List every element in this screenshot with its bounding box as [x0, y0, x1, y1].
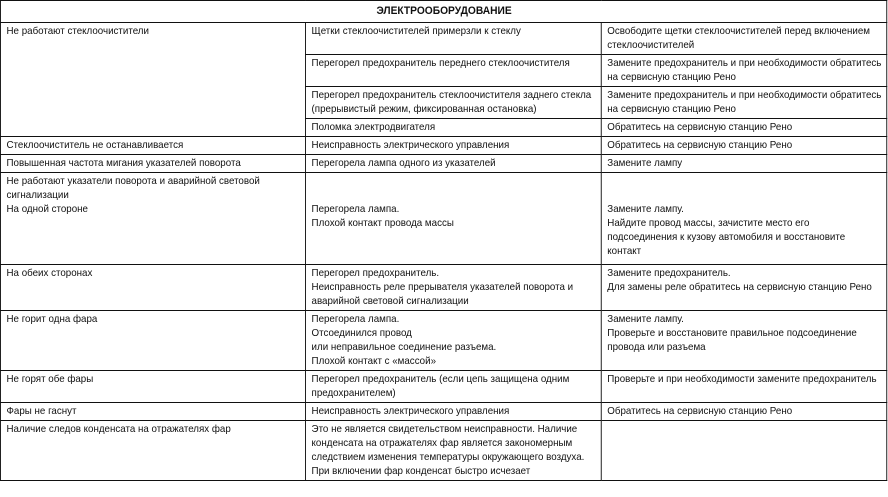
cause-cell: Неисправность электрического управления	[306, 137, 602, 155]
symptom-cell: Не горит одна фара	[0, 311, 305, 371]
sub-symptom: На одной стороне	[6, 203, 88, 215]
table-row	[0, 137, 886, 155]
fix-line: Замените лампу.	[607, 313, 684, 325]
cause-line: Плохой контакт провода массы	[311, 217, 454, 229]
symptom-cell: Не работают стеклоочистители	[0, 23, 305, 137]
symptom-cell: Стеклоочиститель не останавливается	[0, 137, 305, 155]
fix-cell: Обратитесь на сервисную станцию Рено	[601, 137, 887, 155]
fix-cell: Обратитесь на сервисную станцию Рено	[601, 119, 887, 137]
cause-cell: Перегорел предохранитель стеклоочистителя заднего стекла (прерывистый режим, фиксированная остановка)	[306, 87, 602, 119]
cause-cell: Это не является свидетельством неисправности. Наличие конденсата на отражателях фар является закономерным следствием изменения температуры окружающего воздуха. При включении фар конденсат быстро исчезает	[306, 421, 602, 481]
cause-cell: Перегорел предохранитель (если цепь защищена одним предохранителем)	[306, 371, 602, 403]
cause-cell: Перегорел предохранитель переднего стеклоочистителя	[306, 55, 602, 87]
cause-line: Неисправность реле прерывателя указателей поворота и аварийной световой сигнализации	[311, 281, 574, 307]
symptom-heading: Не работают указатели поворота и аварийной световой сигнализации	[6, 175, 260, 201]
cause-cell: Щетки стеклоочистителей примерзли к стеклу	[306, 23, 602, 55]
fix-line: Замените предохранитель.	[607, 267, 731, 279]
cause-line: Отсоединился провод	[311, 327, 412, 339]
cause-line: или неправильное соединение разъема.	[311, 341, 497, 353]
fix-cell	[601, 265, 887, 311]
table-row	[0, 173, 886, 265]
table-row	[0, 371, 886, 403]
fix-line: Для замены реле обратитесь на сервисную станцию Рено	[607, 281, 872, 293]
fix-cell: Обратитесь на сервисную станцию Рено	[601, 403, 887, 421]
table-row	[0, 155, 886, 173]
fix-line: Замените лампу.	[607, 203, 684, 215]
cause-cell: Перегорела лампа одного из указателей	[306, 155, 602, 173]
fix-cell: Замените предохранитель и при необходимости обратитесь на сервисную станцию Рено	[601, 87, 887, 119]
table-row	[0, 265, 886, 311]
title-row	[0, 1, 886, 23]
fix-cell: Проверьте и при необходимости замените предохранитель	[601, 371, 887, 403]
symptom-cell	[0, 173, 305, 265]
cause-cell: Неисправность электрического управления	[306, 403, 602, 421]
fix-cell	[601, 311, 887, 371]
table-row	[0, 311, 886, 371]
fix-line: Проверьте и восстановите правильное подсоединение провода или разъема	[607, 327, 857, 353]
cause-cell	[306, 265, 602, 311]
fix-line: Найдите провод массы, зачистите место его подсоединения к кузову автомобиля и восстановите контакт	[607, 217, 846, 257]
cause-line: Перегорела лампа.	[311, 313, 400, 325]
symptom-cell: Повышенная частота мигания указателей поворота	[0, 155, 305, 173]
table-row	[0, 23, 886, 55]
table-title: ЭЛЕКТРООБОРУДОВАНИЕ	[0, 1, 886, 23]
table-row	[0, 403, 886, 421]
cause-line: Перегорела лампа.	[311, 203, 400, 215]
fix-cell: Замените предохранитель и при необходимости обратитесь на сервисную станцию Рено	[601, 55, 887, 87]
table-row	[0, 421, 886, 481]
symptom-cell: На обеих сторонах	[0, 265, 305, 311]
cause-cell: Поломка электродвигателя	[306, 119, 602, 137]
cause-cell	[306, 173, 602, 265]
symptom-cell: Фары не гаснут	[0, 403, 305, 421]
fix-cell: Замените лампу	[601, 155, 887, 173]
symptom-cell: Не горят обе фары	[0, 371, 305, 403]
cause-line: Перегорел предохранитель.	[311, 267, 440, 279]
fix-cell	[601, 173, 887, 265]
cause-line: Плохой контакт с «массой»	[311, 355, 437, 367]
symptom-cell: Наличие следов конденсата на отражателях фар	[0, 421, 305, 481]
cause-cell	[306, 311, 602, 371]
fix-cell: Освободите щетки стеклоочистителей перед включением стеклоочистителей	[601, 23, 887, 55]
fix-cell	[601, 421, 887, 481]
